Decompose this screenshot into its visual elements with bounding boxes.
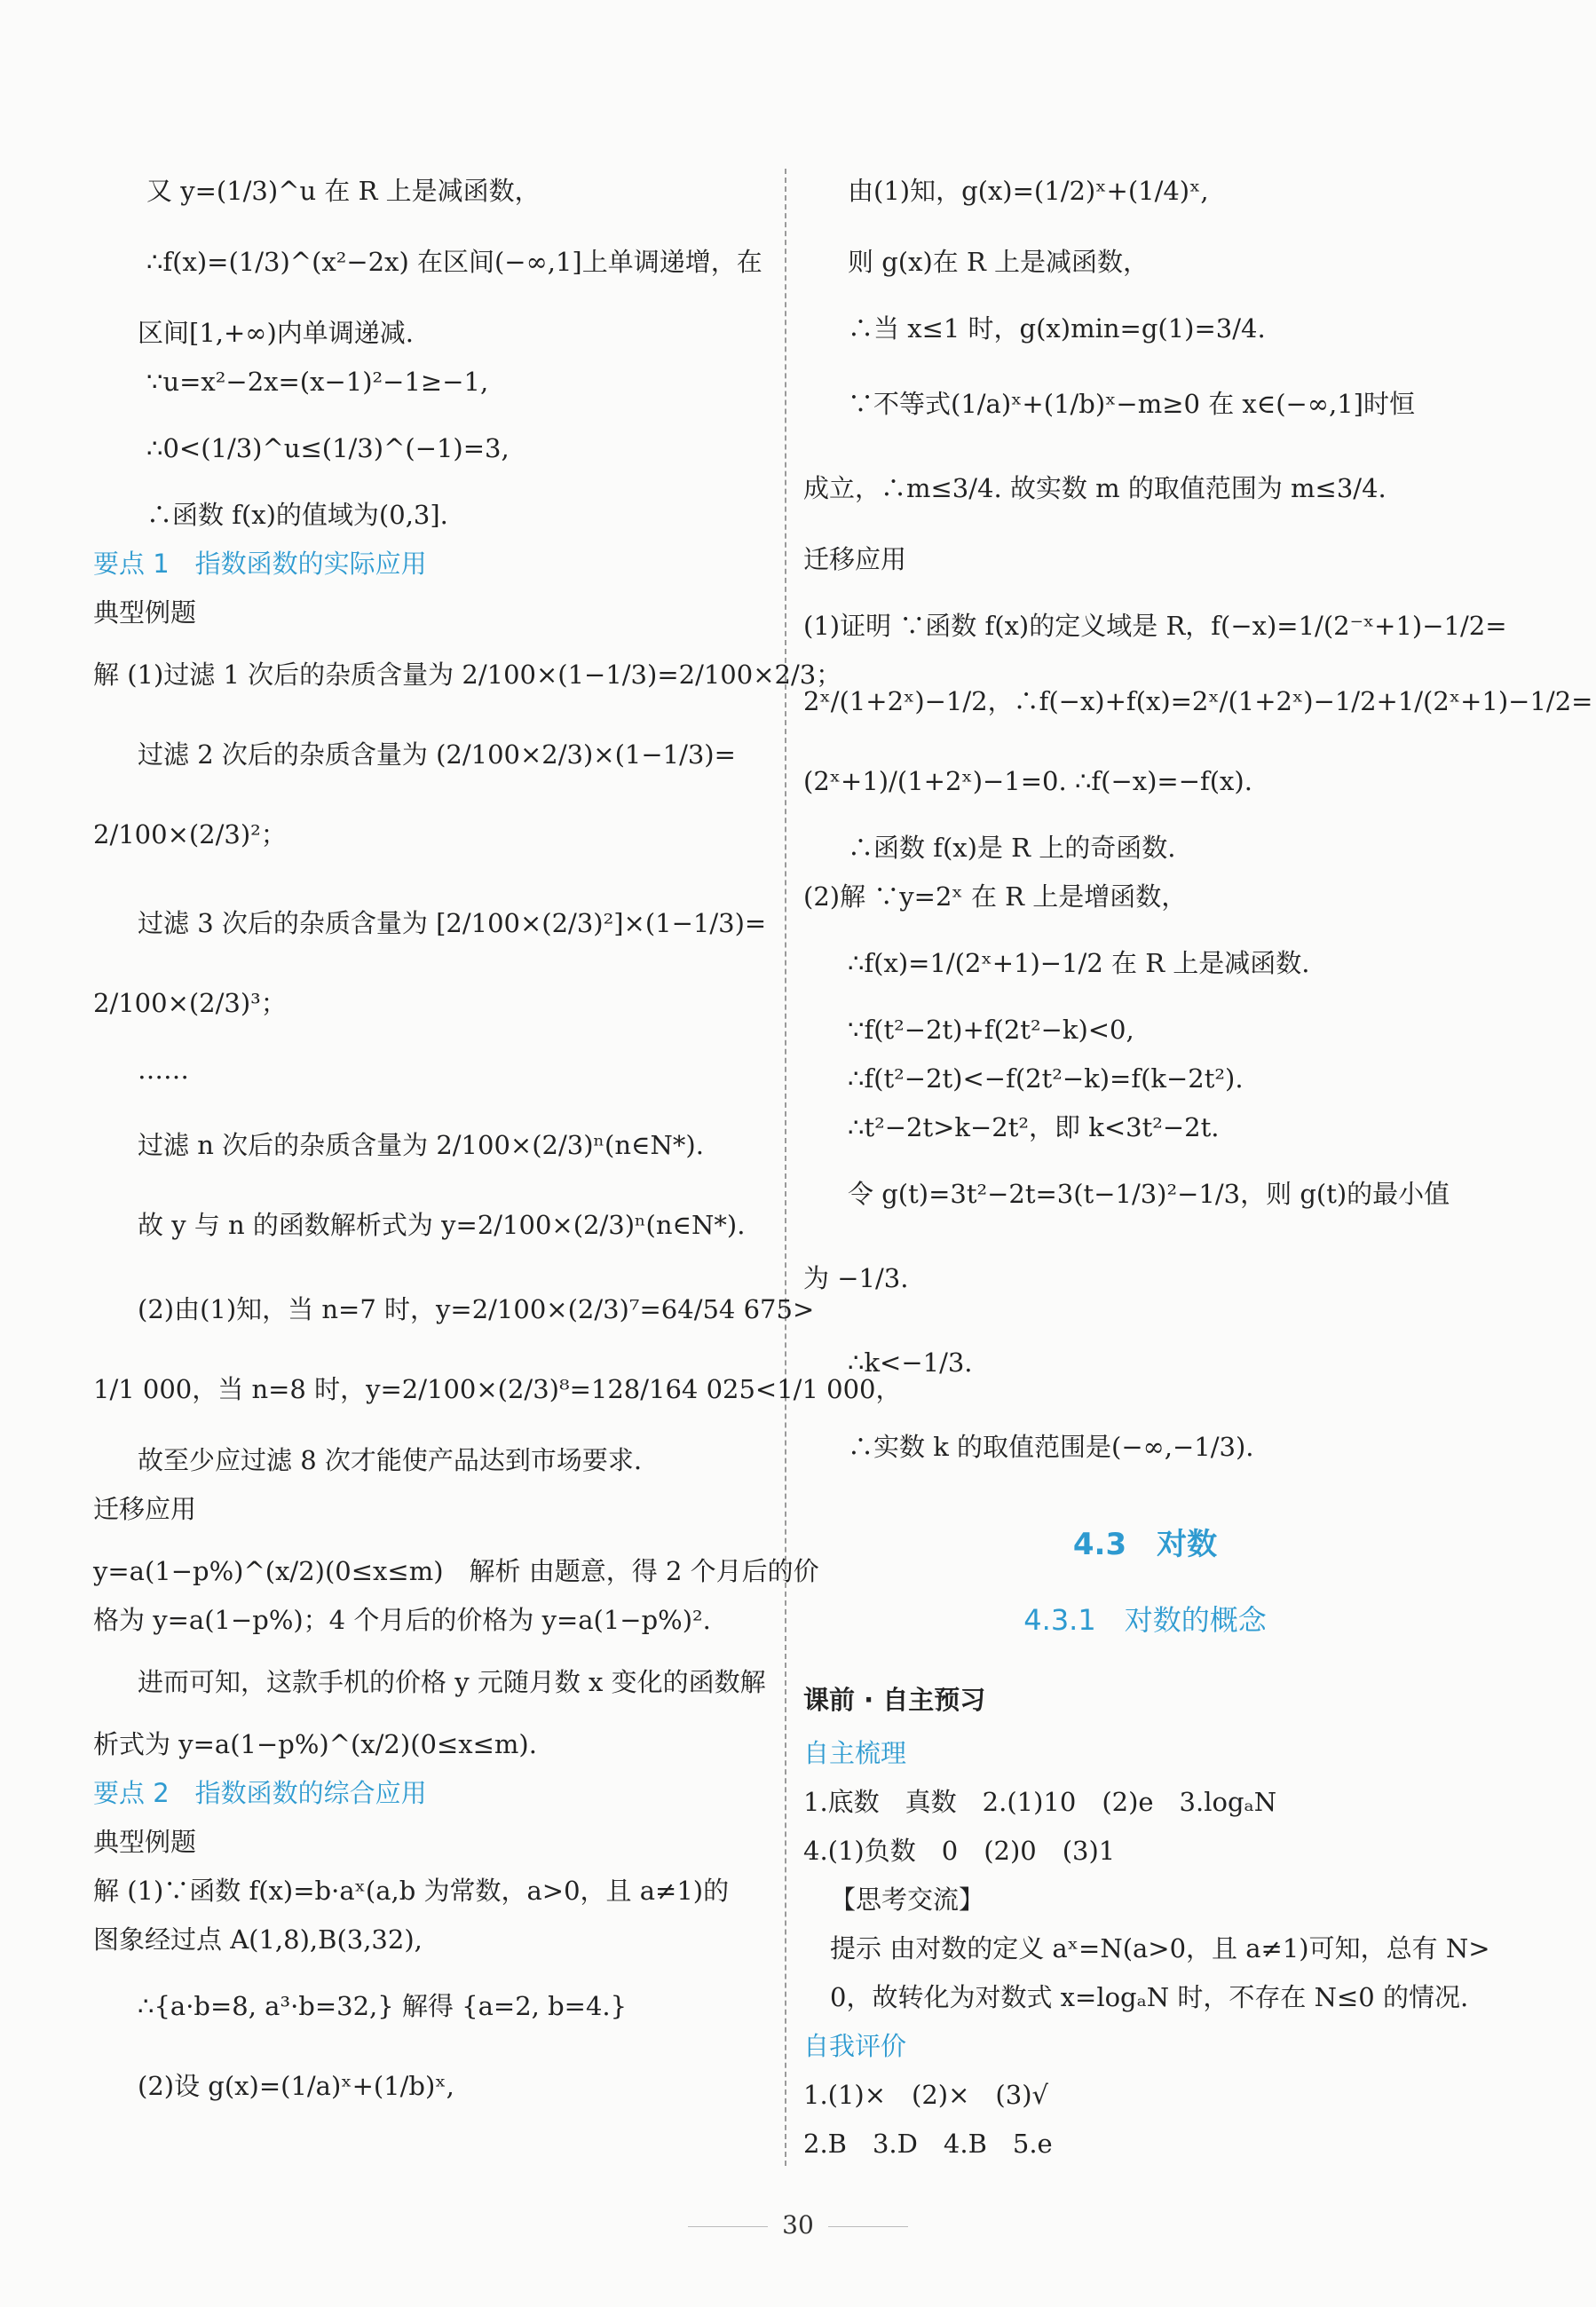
text-line: ∴f(t²−2t)<−f(2t²−k)=f(k−2t²). bbox=[848, 1063, 1244, 1094]
text-line: …… bbox=[138, 1055, 189, 1085]
text-line: 2/100×(2/3)³； bbox=[93, 988, 287, 1018]
text-line: 故 y 与 n 的函数解析式为 y=2/100×(2/3)ⁿ(n∈N*). bbox=[138, 1210, 746, 1240]
text-line: (1)证明 ∵函数 f(x)的定义域是 R，f(−x)=1/(2⁻ˣ+1)−1/2= bbox=[803, 611, 1507, 641]
text-line: ∴函数 f(x)的值域为(0,3]. bbox=[146, 500, 448, 530]
text-line: ∴当 x≤1 时，g(x)min=g(1)=3/4. bbox=[848, 313, 1266, 344]
text-line: 区间[1,+∞)内单调递减. bbox=[138, 318, 414, 348]
text-line: 过滤 2 次后的杂质含量为 (2/100×2/3)×(1−1/3)= bbox=[138, 739, 736, 770]
page-footer bbox=[0, 2210, 1596, 2240]
subheading-blue: 自我评价 bbox=[803, 2031, 907, 2061]
subheading: 典型例题 bbox=[93, 1827, 197, 1857]
answer-line: 1.底数 真数 2.(1)10 (2)e 3.logₐN bbox=[803, 1787, 1277, 1817]
text-line: ∴f(x)=1/(2ˣ+1)−1/2 在 R 上是减函数. bbox=[848, 948, 1310, 978]
subheading-blue: 自主梳理 bbox=[803, 1738, 907, 1768]
text-line: ∴k<−1/3. bbox=[848, 1347, 973, 1378]
text-line: 解 (1)∵函数 f(x)=b·aˣ(a,b 为常数，a>0，且 a≠1)的 bbox=[93, 1876, 730, 1906]
subheading: 迁移应用 bbox=[803, 544, 907, 574]
text-line: ∴函数 f(x)是 R 上的奇函数. bbox=[848, 833, 1176, 863]
text-line: 2/100×(2/3)²； bbox=[93, 819, 287, 849]
answer-line: 2.B 3.D 4.B 5.e bbox=[803, 2129, 1053, 2159]
answer-line: 4.(1)负数 0 (2)0 (3)1 bbox=[803, 1836, 1116, 1866]
text-line: (2)设 g(x)=(1/a)ˣ+(1/b)ˣ, bbox=[138, 2071, 454, 2101]
subsection-title: 4.3.1 对数的概念 bbox=[1023, 1603, 1267, 1637]
text-line: 为 −1/3. bbox=[803, 1263, 909, 1293]
text-line: 解 (1)过滤 1 次后的杂质含量为 2/100×(1−1/3)=2/100×2/3； bbox=[93, 660, 842, 690]
text-line: 进而可知，这款手机的价格 y 元随月数 x 变化的函数解 bbox=[138, 1667, 766, 1697]
footer-rule bbox=[688, 2226, 768, 2227]
subheading: 典型例题 bbox=[93, 597, 197, 628]
text-line: 1/1 000，当 n=8 时，y=2/100×(2/3)⁸=128/164 025<1/1 000， bbox=[93, 1374, 902, 1404]
text-line: 又 y=(1/3)^u 在 R 上是减函数， bbox=[146, 176, 541, 206]
text-line: 成立，∴m≤3/4. 故实数 m 的取值范围为 m≤3/4. bbox=[803, 473, 1387, 503]
text-line: ∴t²−2t>k−2t²，即 k<3t²−2t. bbox=[848, 1112, 1220, 1142]
page-number: 30 bbox=[782, 2210, 814, 2240]
text-line: ∴实数 k 的取值范围是(−∞,−1/3). bbox=[848, 1432, 1254, 1462]
text-line: ∵f(t²−2t)+f(2t²−k)<0, bbox=[848, 1015, 1134, 1045]
text-line: 0，故转化为对数式 x=logₐN 时，不存在 N≤0 的情况. bbox=[830, 1982, 1469, 2012]
text-line: 则 g(x)在 R 上是减函数， bbox=[848, 247, 1150, 277]
text-line: 由(1)知，g(x)=(1/2)ˣ+(1/4)ˣ, bbox=[848, 176, 1209, 206]
section-title: 4.3 对数 bbox=[1072, 1527, 1218, 1562]
text-line: ∴f(x)=(1/3)^(x²−2x) 在区间(−∞,1]上单调递增，在 bbox=[146, 247, 762, 277]
text-line: ∵不等式(1/a)ˣ+(1/b)ˣ−m≥0 在 x∈(−∞,1]时恒 bbox=[848, 389, 1415, 419]
text-line: y=a(1−p%)^(x/2)(0≤x≤m) 解析 由题意，得 2 个月后的价 bbox=[93, 1556, 819, 1586]
section-heading: 要点 1 指数函数的实际应用 bbox=[93, 549, 427, 579]
text-line: 过滤 n 次后的杂质含量为 2/100×(2/3)ⁿ(n∈N*). bbox=[138, 1130, 704, 1160]
text-line: 故至少应过滤 8 次才能使产品达到市场要求. bbox=[138, 1445, 643, 1475]
text-line: ∵u=x²−2x=(x−1)²−1≥−1, bbox=[146, 367, 489, 397]
part-heading: 课前 · 自主预习 bbox=[803, 1685, 986, 1715]
text-line: 过滤 3 次后的杂质含量为 [2/100×(2/3)²]×(1−1/3)= bbox=[138, 908, 767, 938]
section-heading: 要点 2 指数函数的综合应用 bbox=[93, 1778, 427, 1808]
text-line: 2ˣ/(1+2ˣ)−1/2，∴f(−x)+f(x)=2ˣ/(1+2ˣ)−1/2+1/(2ˣ+1)−1/2= bbox=[803, 686, 1593, 716]
text-line: (2)由(1)知，当 n=7 时，y=2/100×(2/3)⁷=64/54 675> bbox=[138, 1294, 815, 1324]
subheading: 迁移应用 bbox=[93, 1494, 197, 1524]
text-line: (2ˣ+1)/(1+2ˣ)−1=0. ∴f(−x)=−f(x). bbox=[803, 766, 1252, 796]
text-line: 图象经过点 A(1,8),B(3,32), bbox=[93, 1924, 423, 1955]
text-line: (2)解 ∵y=2ˣ 在 R 上是增函数， bbox=[803, 881, 1188, 912]
footer-rule bbox=[828, 2226, 908, 2227]
text-line: 格为 y=a(1−p%)；4 个月后的价格为 y=a(1−p%)². bbox=[93, 1605, 711, 1635]
text-line: ∴0<(1/3)^u≤(1/3)^(−1)=3, bbox=[146, 433, 510, 463]
text-line: ∴{a·b=8, a³·b=32,} 解得 {a=2, b=4.} bbox=[138, 1991, 628, 2021]
think-exchange-label: 【思考交流】 bbox=[830, 1884, 985, 1915]
text-line: 析式为 y=a(1−p%)^(x/2)(0≤x≤m). bbox=[93, 1729, 537, 1759]
text-line: 令 g(t)=3t²−2t=3(t−1/3)²−1/3，则 g(t)的最小值 bbox=[848, 1179, 1450, 1209]
answer-line: 1.(1)× (2)× (3)√ bbox=[803, 2080, 1048, 2110]
text-line: 提示 由对数的定义 aˣ=N(a>0，且 a≠1)可知，总有 N> bbox=[830, 1933, 1490, 1963]
column-divider bbox=[785, 169, 786, 2166]
